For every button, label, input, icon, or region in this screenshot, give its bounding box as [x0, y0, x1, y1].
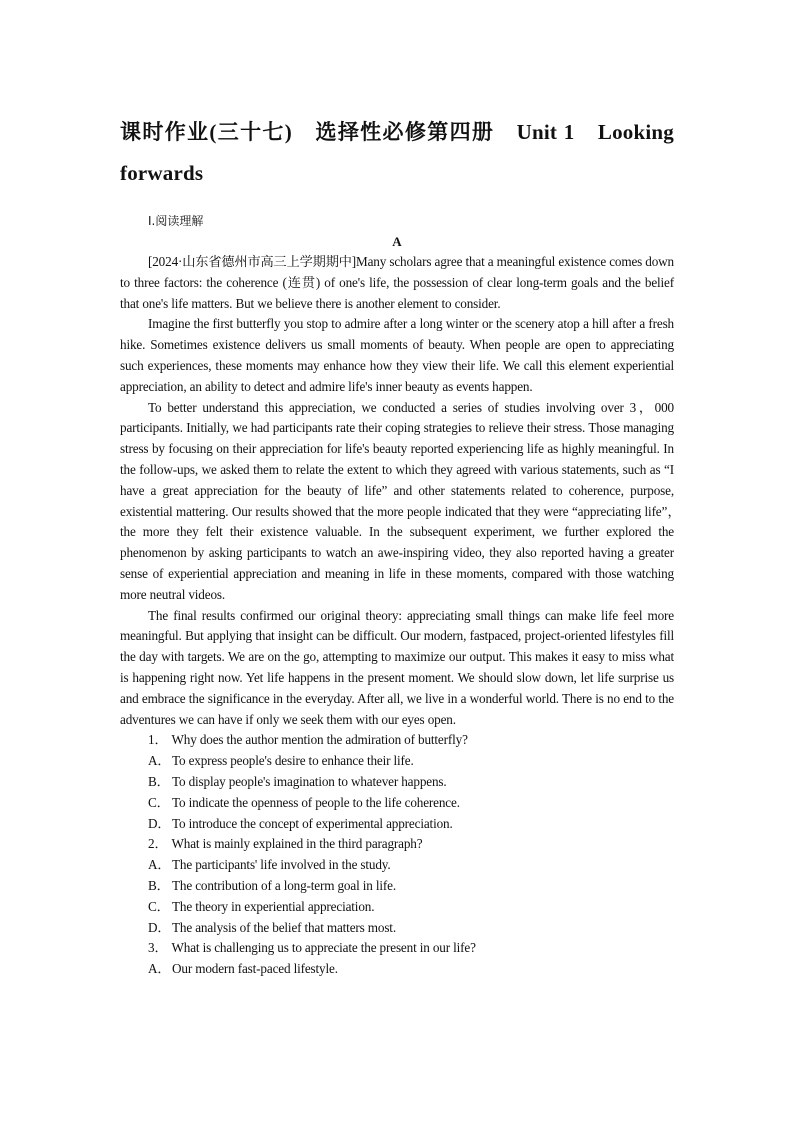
- question-text: What is challenging us to appreciate the present in our life?: [171, 940, 476, 956]
- option-letter: C．: [148, 898, 170, 914]
- paragraph-4: The final results confirmed our original theory: appreciating small things can make life feel more meaningful. But applying that insight can be difficult. Our modern, fastpaced, project-oriented lifestyles fill the day with targets. We are on the go, attempting to maximize our output. This makes it easy to miss what is happening right now. Yet life happens in the present moment. We should slow down, let life surprise us and embrace the significance in the everyday. After all, we live in a wonderful world. There is no end to the adventures we can have if only we seek them with our eyes open.: [120, 607, 674, 727]
- question-text: Why does the author mention the admiration of butterfly?: [171, 732, 468, 748]
- section-heading-reading-comprehension: Ⅰ.阅读理解: [148, 214, 204, 228]
- question-2: [120, 834, 674, 938]
- option-letter: B．: [148, 773, 170, 789]
- question-text: What is mainly explained in the third paragraph?: [171, 836, 423, 852]
- option-text: The analysis of the belief that matters most.: [172, 919, 396, 935]
- option-text: The contribution of a long-term goal in life.: [172, 877, 396, 893]
- option-c: [148, 897, 674, 918]
- question-stem: [148, 938, 674, 959]
- option-d: [148, 918, 674, 939]
- option-text: The theory in experiential appreciation.: [172, 898, 375, 914]
- document-page: [120, 112, 688, 980]
- option-text: Our modern fast-paced lifestyle.: [172, 961, 338, 977]
- question-number: 1．: [148, 732, 168, 748]
- option-letter: A．: [148, 857, 171, 873]
- paragraph-2: Imagine the first butterfly you stop to admire after a long winter or the scenery atop a hill after a fresh hike. Sometimes existence delivers us small moments of beauty. When people are open to appreciating such experiences, these moments may enhance how they view their life. We call this element experiential appreciation, an ability to detect and admire life's inner beauty as events happen.: [120, 316, 674, 394]
- option-text: The participants' life involved in the study.: [172, 857, 391, 873]
- option-text: To introduce the concept of experimental appreciation.: [172, 815, 453, 831]
- question-stem: [148, 834, 674, 855]
- option-a: [148, 959, 674, 980]
- passage-label: A: [392, 234, 402, 249]
- option-b: [148, 772, 674, 793]
- option-text: To express people's desire to enhance their life.: [172, 753, 414, 769]
- question-list: [120, 730, 674, 980]
- question-number: 3．: [148, 940, 168, 956]
- option-c: [148, 793, 674, 814]
- question-1: [120, 730, 674, 834]
- option-letter: B．: [148, 877, 170, 893]
- option-b: [148, 876, 674, 897]
- option-letter: D．: [148, 919, 171, 935]
- paragraph-1: [2024·山东省德州市高三上学期期中]Many scholars agree that a meaningful existence comes down to three factors: the coherence (连贯) of one's life, the possession of clear long-term goals and the belief that one's life matters. But we believe there is another element to consider.: [120, 254, 674, 311]
- option-text: To indicate the openness of people to the life coherence.: [172, 794, 460, 810]
- option-text: To display people's imagination to whatever happens.: [172, 773, 447, 789]
- passage-body: [120, 252, 688, 730]
- title-line-2: forwards: [120, 161, 204, 185]
- option-a: [148, 855, 674, 876]
- option-letter: A．: [148, 961, 171, 977]
- option-d: [148, 814, 674, 835]
- page-title: [120, 112, 674, 194]
- option-letter: A．: [148, 753, 171, 769]
- question-stem: [148, 730, 674, 751]
- option-letter: D．: [148, 815, 171, 831]
- option-letter: C．: [148, 794, 170, 810]
- title-line-1: 课时作业(三十七) 选择性必修第四册 Unit 1 Looking: [120, 120, 674, 144]
- option-a: [148, 751, 674, 772]
- paragraph-3: To better understand this appreciation, we conducted a series of studies involving over 3，000 participants. Initially, we had participants rate their coping strategies to relieve their stress. Those managing stress by focusing on their appreciation for life's beauty reported experiencing life as highly meaningful. In the follow-ups, we asked them to relate the extent to which they agreed with various statements, such as “I have a great appreciation for the beauty of life” and other statements related to coherence, purpose, existential mattering. Our results showed that the more people indicated that they were “appreciating life”， the more they felt their existence valuable. In the subsequent experiment, we further explored the phenomenon by asking participants to watch an awe-inspiring video, they also reported having a greater sense of experiential appreciation and meaning in life in these moments, compared with those watching more neutral videos.: [120, 399, 688, 602]
- question-number: 2．: [148, 836, 168, 852]
- question-3: [120, 938, 674, 980]
